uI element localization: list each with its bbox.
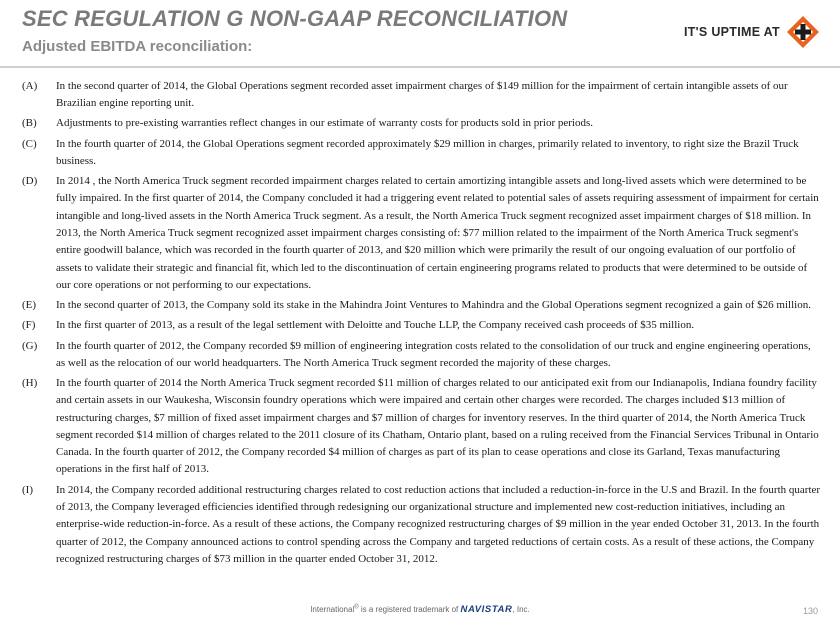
- footnote-h: [22, 375, 822, 479]
- footnote-letter: (C): [22, 137, 37, 150]
- footnote-text: In the second quarter of 2013, the Company sold its stake in the Mahindra Joint Ventures to Mahindra and the Global Operations segment recognized a gain of $26 million.: [56, 299, 811, 312]
- brand-logo: [684, 14, 820, 50]
- footer-prefix: International: [310, 605, 355, 614]
- footnote-letter: (F): [22, 319, 36, 332]
- footnote-i: [22, 482, 822, 568]
- footnote-a: [22, 78, 822, 113]
- footnote-letter: (B): [22, 117, 37, 130]
- footnote-text: Adjustments to pre-existing warranties reflect changes in our estimate of warranty costs for products sold in prior periods.: [56, 117, 594, 130]
- footnote-letter: (A): [22, 80, 38, 92]
- registered-mark: ®: [354, 604, 359, 611]
- header-divider: [0, 66, 840, 68]
- footnote-text: In 2014 , the North America Truck segment recorded impairment charges related to certain amortizing intangible assets and long-lived assets which were determined to be fully impaired. In the first quarter of 2014, the Company concluded it had a triggering event related to potential sales of assets requiring assessment of impairment for certain intangible and long-lived assets in the North America Truck segment. As a result, the North America Truck segment recognized asset impairment charges of $18 million. In 2013, the North America Truck segment recognized asset impairment charges consisting of: $77 million related to the impairment of the North America Truck segment's entire goodwill balance, which was recorded in the fourth quarter of 2013, and $20 million which were primarily the result of our ongoing evaluation of our portfolio of assets to validate their strategic and financial fit, which led to the discontinuation of certain engineering programs related to products that were determined to be outside of our core operations or not performing to our expectations.: [56, 175, 819, 291]
- footnote-letter: (I): [22, 483, 33, 496]
- footnote-letter: (G): [22, 339, 38, 352]
- footnote-c: [22, 136, 822, 171]
- footnote-text: In the fourth quarter of 2012, the Company recorded $9 million of engineering integration costs related to the consolidation of our truck and engine engineering operations, as well as the relocation of our world headquarters. The North America Truck segment recorded the majority of these charges.: [56, 339, 811, 369]
- page-subtitle: Adjusted EBITDA reconciliation:: [22, 38, 253, 55]
- footnote-text: In the fourth quarter of 2014, the Global Operations segment recorded approximately $29 million in charges, primarily related to inventory, to right size the Brazil Truck business.: [56, 137, 799, 167]
- footnote-text: In the second quarter of 2014, the Global Operations segment recorded asset impairment charges of $149 million for the impairment of certain intangible assets of our Brazilian engine reporting unit.: [56, 80, 788, 110]
- international-diamond-icon: [786, 15, 820, 49]
- footnote-e: [22, 297, 822, 314]
- brand-tagline: IT'S UPTIME AT: [683, 25, 780, 39]
- footer-suffix: , Inc.: [512, 605, 530, 614]
- page-title: SEC REGULATION G NON-GAAP RECONCILIATION: [22, 6, 568, 31]
- footnote-b: [22, 115, 822, 132]
- footnote-text: In 2014, the Company recorded additional restructuring charges related to cost reduction actions that included a reduction-in-force in the U.S and Brazil. In the fourth quarter of 2013, the Company leveraged efficiencies identified through redesigning our organizational structure and implemented new cost-reduction initiatives, including an enterprise-wide reduction-in-force. As a result of these actions, the Company recognized restructuring charges of $9 million in the year ended October 31, 2013. In the fourth quarter of 2012, the Company announced actions to control spending across the Company and targeted reductions of certain costs. As a result of these actions, the Company recognized restructuring charges of $73 million in the quarter ended October 31, 2012.: [56, 483, 821, 565]
- footnote-text: In the fourth quarter of 2014 the North America Truck segment recorded $11 million of charges related to our anticipated exit from our Indianapolis, Indiana foundry facility and certain assets in our Waukesha, Wisconsin foundry operations which were impaired and certain other charges were recorded. The charges included $13 million of restructuring charges, $7 million of fixed asset impairment charges and $7 million of charges for inventory reserves. In the third quarter of 2014, the North America Truck segment recorded $14 million of charges related to the 2011 closure of its Chatham, Ontario plant, based on a ruling received from the Financial Services Tribunal in Ontario Canada. In the fourth quarter of 2012, the Company recorded $4 million of charges as part of its plan to cease operations and close its Garland, Texas manufacturing operations in the first half of 2013.: [56, 376, 819, 476]
- footnote-letter: (E): [22, 299, 37, 312]
- footnote-g: [22, 338, 822, 373]
- footnote-text: In the first quarter of 2013, as a result of the legal settlement with Deloitte and Touche LLP, the Company received cash proceeds of $35 million.: [56, 319, 695, 332]
- footnote-f: [22, 317, 822, 334]
- page-number: 130: [802, 606, 818, 616]
- slide-header: [0, 0, 840, 68]
- footer-middle: is a registered trademark of: [358, 605, 461, 614]
- trademark-footer: [0, 604, 840, 615]
- footnote-list: [22, 78, 822, 571]
- footnote-letter: (H): [22, 376, 38, 389]
- footnote-letter: (D): [22, 175, 38, 188]
- footnote-d: [22, 173, 822, 294]
- navistar-logo: NAVISTAR: [460, 604, 513, 615]
